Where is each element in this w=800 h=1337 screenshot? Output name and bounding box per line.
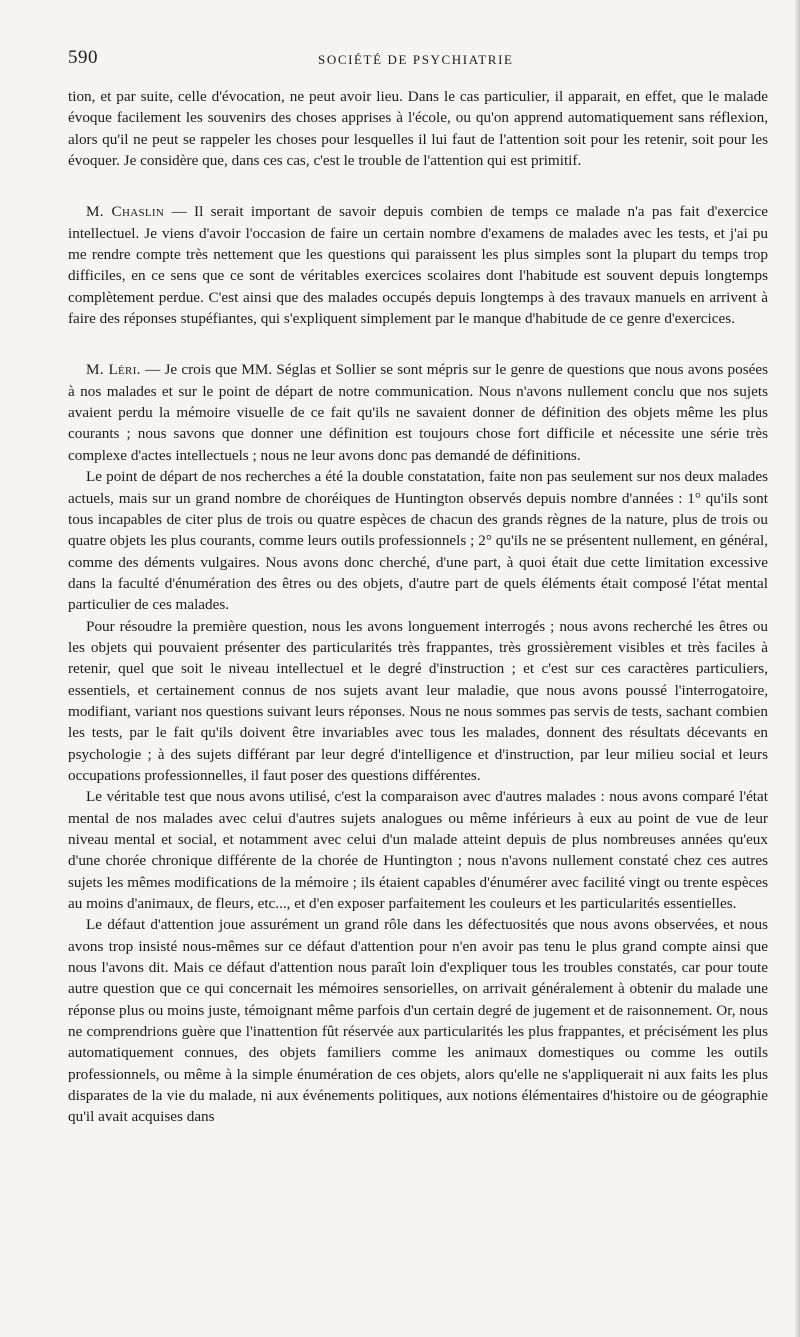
- page-header: [68, 47, 768, 71]
- speaker-name: M. Léri.: [86, 361, 141, 379]
- paragraph-chaslin: [68, 201, 768, 329]
- paragraph-text: — Il serait important de savoir depuis combien de temps ce malade n'a pas fait d'exercice intellectuel. Je viens d'avoir l'occasion de faire un certain nombre d'examens de malades avec les tests, et j'ai pu me rendre compte très nettement que les questions qui paraissent les plus simples sont la plupart du temps trop difficiles, en ce sens que ce sont de véritables exercices scolaires dont l'habitude est souvent depuis longtemps complètement perdue. C'est ainsi que des malades occupés depuis longtemps à des travaux manuels en arrivent à faire des réponses stupéfiantes, qui s'expliquent simplement par le manque d'habitude de ce genre d'exercices.: [68, 203, 768, 328]
- page-number: 590: [68, 47, 98, 68]
- paragraph-point-de-depart: [68, 466, 768, 615]
- paragraph-defaut-attention: [68, 914, 768, 1127]
- page-edge-shadow: [794, 0, 800, 1337]
- paragraph-text: tion, et par suite, celle d'évocation, ne peut avoir lieu. Dans le cas particulier, il apparait, en effet, que le malade évoque facilement les souvenirs des choses apprises à l'école, ou qu'on apprend automatiquement sans réflexion, alors qu'il ne peut se rappeler les choses pour lesquelles il lui faut de l'attention soit pour les retenir, soit pour les évoquer. Je considère que, dans ces cas, c'est le trouble de l'attention qui est primitif.: [68, 88, 768, 170]
- paragraph-text: Le point de départ de nos recherches a été la double constatation, faite non pas seulement sur nos deux malades actuels, mais sur un grand nombre de choréiques de Huntington observés depuis nombre d'années : 1° qu'ils sont tous incapables de citer plus de trois ou quatre espèces de chacun des grands règnes de la nature, plus de trois ou quatre objets les plus courants, comme leurs outils professionnels ; 2° qu'ils ne se présentent nullement, en général, comme des déments vulgaires. Nous avons donc cherché, d'une part, à quoi était due cette limitation excessive dans la faculté d'énumération des êtres ou des objets, d'autre part de quels éléments était composé l'état mental particulier de ces malades.: [68, 468, 768, 614]
- paragraph-continuation: [68, 86, 768, 171]
- paragraph-veritable-test: [68, 786, 768, 914]
- paragraph-text: Le véritable test que nous avons utilisé, c'est la comparaison avec d'autres malades : nous avons comparé l'état mental de nos malades avec celui d'autres sujets analogues ou même inférieurs à eux au point de vue de leur niveau mental et social, et notamment avec celui d'un malade atteint depuis de plus nombreuses années qu'eux d'une chorée chronique différente de la chorée de Huntington ; nous n'avons nullement constaté chez ces autres sujets les mêmes modifications de la mémoire ; ils étaient capables d'énumérer avec facilité vingt ou trente espèces au moins d'animaux, de fleurs, etc..., et d'en exposer parfaitement les couleurs et les particularités essentielles.: [68, 788, 768, 913]
- running-head: SOCIÉTÉ DE PSYCHIATRIE: [318, 52, 514, 67]
- paragraph-leri: [68, 359, 768, 466]
- paragraph-text: — Je crois que MM. Séglas et Sollier se sont mépris sur le genre de questions que nous avons posées à nos malades et sur le point de départ de notre communication. Nous n'avons nullement conclu que nos sujets avaient perdu la mémoire visuelle de ce fait qu'ils ne savaient donner de définition des objets même les plus courants ; nous savons que donner une définition est toujours chose fort difficile et nécessite une série très complexe d'actes intellectuels ; nous ne leur avons donc pas demandé de définitions.: [68, 361, 769, 464]
- paragraph-text: Pour résoudre la première question, nous les avons longuement interrogés ; nous avons recherché les êtres ou les objets qui pouvaient présenter des particularités très frappantes, très grossièrement visibles et très faciles à retenir, quel que soit le niveau intellectuel et le degré d'instruction ; et c'est sur ces caractères particuliers, essentiels, et certainement connus de nos sujets avant leur maladie, que nous avons poussé l'interrogatoire, modifiant, variant nos questions suivant leurs réponses. Nous ne nous sommes pas servis de tests, sachant combien les tests, par le fait qu'ils doivent être invariables avec tous les malades, donnent des résultats décevants en psychologie ; à des sujets différant par leur degré d'intelligence et d'instruction, par leur milieu social et leurs occupations professionnelles, il faut poser des questions différentes.: [68, 617, 768, 784]
- paragraph-text: Le défaut d'attention joue assurément un grand rôle dans les défectuosités que nous avons observées, et nous avons trop insisté nous-mêmes sur ce défaut d'attention pour n'en avoir pas tenu le plus grand compte ainsi que nous l'avons dit. Mais ce défaut d'attention nous paraît loin d'expliquer tous les troubles constatés, car pour toute autre question que ce qui concernait les mémoires sensorielles, on arrivait généralement à obtenir du malade une réponse plus ou moins juste, témoignant même parfois d'un certain degré de jugement et de raisonnement. Or, nous ne comprendrions guère que l'inattention fût réservée aux particularités les plus frappantes, et précisément les plus automatiquement connues, des objets familiers comme les animaux domestiques ou comme les outils professionnels, ou même à la simple énumération de ces objets, alors qu'elle ne s'appliquerait ni aux faits les plus disparates de la vie du malade, ni aux événements politiques, aux notions élémentaires d'histoire ou de géographie qu'il avait acquises dans: [68, 916, 768, 1126]
- paragraph-premiere-question: [68, 616, 768, 787]
- body-text: [68, 86, 768, 1128]
- speaker-name: M. Chaslin: [86, 203, 165, 221]
